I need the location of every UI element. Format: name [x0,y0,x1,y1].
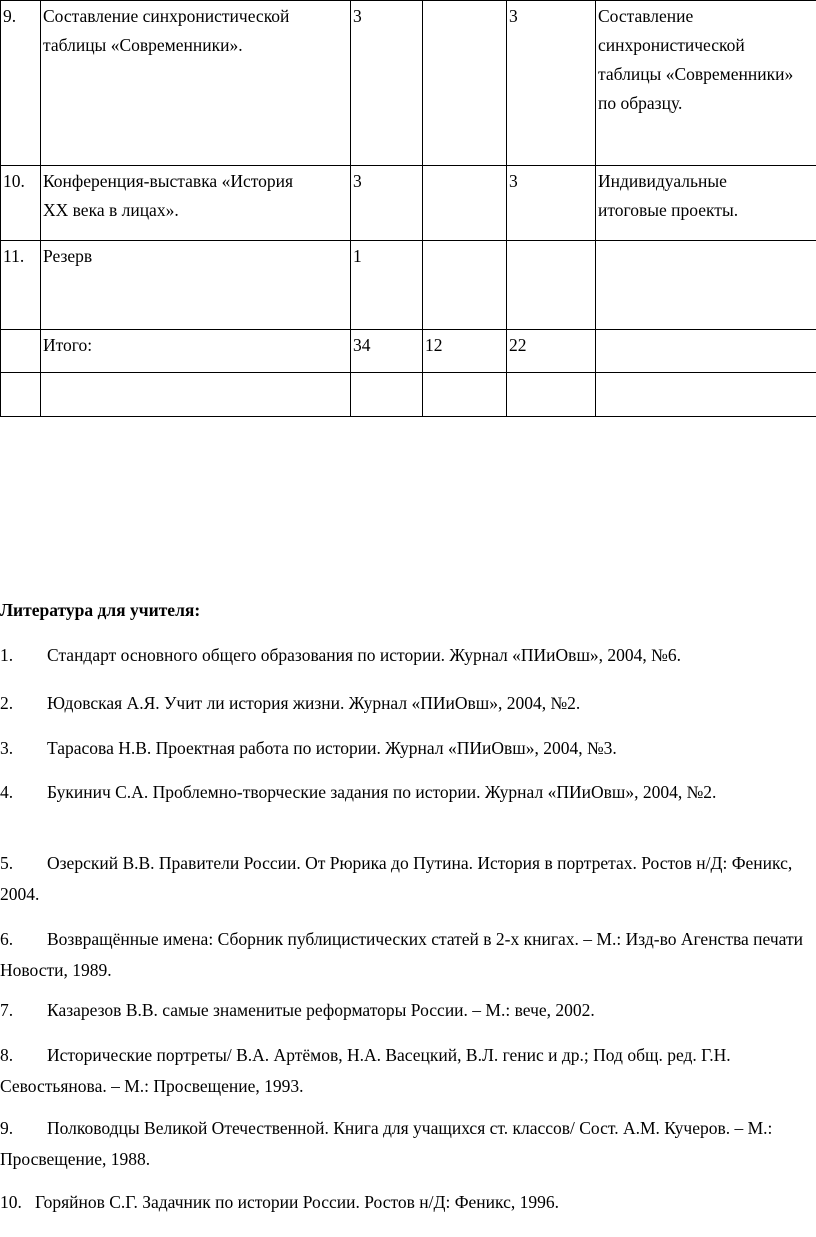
total-hours-cell: 3 [351,166,423,241]
practice-hours-cell: 22 [507,330,596,373]
topic-cell: Составление синхронистической таблицы «Современники». [41,1,351,166]
reference-text: Тарасова Н.В. Проектная работа по истории. Журнал «ПИиОвш», 2004, №3. [47,738,617,758]
reference-text: Букинич С.А. Проблемно-творческие задания по истории. Журнал «ПИиОвш», 2004, №2. [47,782,717,802]
topic-cell: Итого: [41,330,351,373]
activity-form-cell: Составление синхронистической таблицы «Современники» по образцу. [596,1,816,166]
reference-item [0,640,816,671]
reference-item [0,688,816,719]
reference-number: 9. [0,1118,14,1138]
reference-item [0,924,816,986]
reference-item [0,1187,816,1218]
row-number-cell [1,373,41,417]
reference-item [0,995,816,1026]
total-hours-cell: 3 [351,1,423,166]
topic-cell: Конференция-выставка «История XX века в лицах». [41,166,351,241]
reference-item [0,1040,816,1102]
reference-item [0,777,816,808]
reference-number: 5. [0,853,14,873]
practice-hours-cell [507,241,596,330]
topic-cell [41,373,351,417]
table-row-total [1,330,816,373]
reference-item [0,848,816,910]
activity-form-cell: Индивидуальные итоговые проекты. [596,166,816,241]
activity-form-cell [596,330,816,373]
row-number-cell: 10. [1,166,41,241]
theory-hours-cell [423,1,507,166]
activity-form-cell [596,241,816,330]
reference-number: 3. [0,738,14,758]
table-row [1,241,816,330]
row-number-cell [1,330,41,373]
reference-number: 1. [0,645,14,665]
row-number-cell: 9. [1,1,41,166]
reference-item [0,733,816,764]
theory-hours-cell [423,373,507,417]
reference-text: Озерский В.В. Правители России. От Рюрика до Путина. История в портретах. Ростов н/Д: Феникс, 2004. [0,853,793,904]
theory-hours-cell: 12 [423,330,507,373]
reference-text: Исторические портреты/ В.А. Артёмов, Н.А. Васецкий, В.Л. генис и др.; Под общ. ред. Г.Н. Севостьянова. – М.: Просвещение, 1993. [0,1045,731,1096]
reference-text: Юдовская А.Я. Учит ли история жизни. Журнал «ПИиОвш», 2004, №2. [47,693,581,713]
reference-number: 6. [0,929,14,949]
course-plan-table [0,0,816,417]
reference-text: Казарезов В.В. самые знаменитые реформаторы России. – М.: вече, 2002. [47,1000,595,1020]
reference-text: Горяйнов С.Г. Задачник по истории России. Ростов н/Д: Феникс, 1996. [35,1192,559,1212]
reference-number: 4. [0,782,14,802]
table-row-empty [1,373,816,417]
reference-text: Возвращённые имена: Сборник публицистических статей в 2-х книгах. – М.: Изд-во Агенства печати Новости, 1989. [0,929,803,980]
table-row [1,1,816,166]
reference-number: 8. [0,1045,14,1065]
theory-hours-cell [423,166,507,241]
row-number-cell: 11. [1,241,41,330]
total-hours-cell: 34 [351,330,423,373]
reference-number: 10. [0,1192,22,1212]
theory-hours-cell [423,241,507,330]
activity-form-cell [596,373,816,417]
practice-hours-cell [507,373,596,417]
literature-heading: Литература для учителя: [0,600,201,620]
total-hours-cell: 1 [351,241,423,330]
reference-text: Стандарт основного общего образования по истории. Журнал «ПИиОвш», 2004, №6. [47,645,681,665]
table-row [1,166,816,241]
practice-hours-cell: 3 [507,166,596,241]
practice-hours-cell: 3 [507,1,596,166]
topic-cell: Резерв [41,241,351,330]
total-hours-cell [351,373,423,417]
reference-number: 2. [0,693,14,713]
reference-text: Полководцы Великой Отечественной. Книга для учащихся ст. классов/ Сост. А.М. Кучеров. – М.: Просвещение, 1988. [0,1118,773,1169]
reference-item [0,1113,816,1175]
reference-number: 7. [0,1000,14,1020]
